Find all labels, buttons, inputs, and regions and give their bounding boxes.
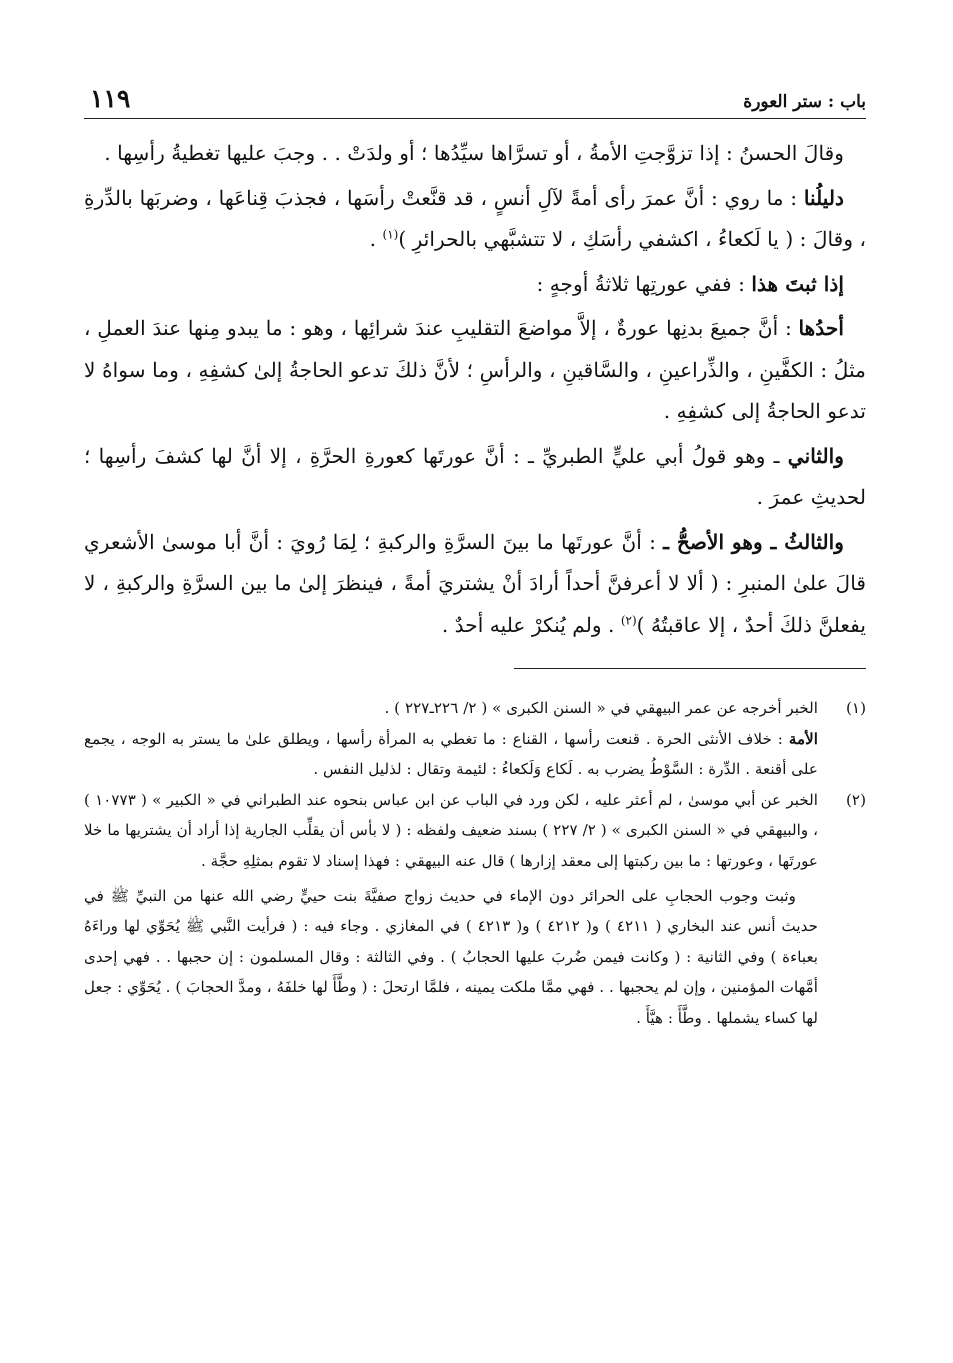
footnote-1-mark: (١) <box>845 699 866 717</box>
book-page <box>84 80 866 1340</box>
paragraph-4-lead: أحدُها <box>798 316 844 340</box>
paragraph-6-end: . ولم يُنكرْ عليه أحدٌ . <box>441 612 621 637</box>
footnote-1-glossary-lead: الأمة <box>788 729 818 748</box>
paragraph-2-text: : ما روي : أنَّ عمرَ رأى أمةً لآلِ أنسٍ ، قد قنَّعتْ رأسَها ، فجذبَ قِناعَها ، وضربَها بالدِّرةِ ، وقالَ : ( يا لَكعاءُ ، اكشفي رأسَكِ ، لا تتشبَّهي بالحرائرِ ) <box>84 185 866 251</box>
footnote-1-source: الخبر أخرجه عن عمر البيهقي في « السنن الكبرى » ( ٢/ ٢٢٦ـ٢٢٧ ) . <box>384 699 818 717</box>
main-text <box>84 133 866 646</box>
paragraph-1 <box>84 133 866 175</box>
paragraph-5-text: ـ وهو قولُ أبي عليٍّ الطبريِّ ـ : أنَّ عورتَها كعورةِ الحرَّةِ ، إلا أنَّ لها كشفَ رأسِها ؛ لحديثِ عمرَ . <box>84 443 866 509</box>
paragraph-6-text: : أنَّ عورتَها ما بينَ السرَّةِ والركبةِ ؛ لِمَا رُويَ : أنَّ أبا موسىٰ الأشعري قالَ علىٰ المنبرِ : ( ألا لا أعرفنَّ أحداً أرادَ أنْ يشتريَ أمةً ، فينظرَ إلىٰ ما بين السرَّةِ والركبةِ ، لا يفعلنَّ ذلكَ أحدٌ ، إلا عاقبتُهُ ) <box>84 529 866 637</box>
paragraph-2 <box>84 178 866 261</box>
paragraph-6 <box>84 522 866 647</box>
paragraph-1-text: وقالَ الحسنُ : إذا تزوَّجتِ الأمةُ ، أو تسرَّاها سيِّدُها ؛ أو ولدَتْ . . وجبَ عليها تغطيةُ رأسِها . <box>104 141 844 165</box>
running-title: باب : ستر العورة <box>743 92 866 112</box>
paragraph-5-lead: والثاني <box>787 443 844 468</box>
footnote-1-body <box>84 693 818 785</box>
page-header <box>84 80 866 119</box>
paragraph-5 <box>84 436 866 519</box>
footnote-separator <box>514 668 866 669</box>
footnotes <box>84 693 866 1034</box>
paragraph-3-lead: إذا ثبتَ هذا <box>751 271 844 296</box>
footnote-1-glossary <box>84 724 818 785</box>
footnote-ref-2[interactable]: (٢) <box>620 612 637 627</box>
footnote-2 <box>84 785 866 1034</box>
paragraph-6-lead: والثالثُ ـ وهو الأصحُّ ـ <box>663 529 844 554</box>
page-number: ١١٩ <box>90 84 131 113</box>
paragraph-3 <box>84 264 866 306</box>
footnote-2-mark: (٢) <box>845 790 866 809</box>
paragraph-4-text: : أنَّ جميعَ بدنِها عورةٌ ، إلاَّ مواضعَ التقليبِ عندَ شرائِها ، وهو : ما يبدو مِنها عندَ العملِ ، مثلُ : الكفَّينِ ، والذِّراعينِ ، والسَّاقينِ ، والرأسِ ؛ لأنَّ ذلكَ تدعو الحاجةُ إلىٰ كشفِهِ ، وما سواهُ لا تدعو الحاجةُ إلى كشفِهِ . <box>84 316 866 423</box>
footnote-1 <box>84 693 866 785</box>
paragraph-2-lead: دليلُنا <box>803 185 844 210</box>
paragraph-3-text: : ففي عورتِها ثلاثةُ أوجهٍ : <box>536 271 752 296</box>
paragraph-4 <box>84 308 866 433</box>
footnote-2-body <box>84 785 818 1034</box>
footnote-ref-1[interactable]: (١) <box>382 227 399 242</box>
paragraph-2-end: . <box>369 227 383 251</box>
footnote-2-continuation: وثبت وجوب الحجابِ على الحرائر دون الإماء في حديث زواج صفيَّةَ بنت حييٍّ رضي الله عنها من النبيِّ ﷺ في حديث أنس عند البخاري ( ٤٢١١ ) و( ٤٢١٢ ) و( ٤٢١٣ ) في المغازي . وجاء فيه : ( فرأيت النَّبي ﷺ يُحَوِّي لها وراءَهُ بعباءة ) وفي الثانية : ( وكانت فيمن ضُربَ عليها الحجابُ ) . وفي الثالثة : وقال المسلمون : إن حجبها . . فهي إحدى أمَّهات المؤمنين ، وإن لم يحجبها . . فهي ممَّا ملكت يمينه ، فلمَّا ارتحلَ : ( وطَّأَ لها خلفَهُ ، ومدَّ الحجابَ ) . يُحَوِّي : جعل لها كساء يشملها . وطَّأَ : هيَّأَ . <box>84 886 819 1027</box>
footnote-1-glossary-text: : خلاف الأنثى الحرة . قنعت رأسها ، القناع : ما تغطي به المرأة رأسها ، ويطلق علىٰ ما يستر به الوجه ، يجمع على أقنعة . الدِّرة : السَّوْطُ يضرب به . لَكاع وَلَكعاءُ : لئيمة وتقال : لذليل النفس . <box>84 729 818 779</box>
footnote-2-source: الخبر عن أبي موسىٰ ، لم أعثر عليه ، لكن ورد في الباب عن ابن عباس بنحوه عند الطبراني في « الكبير » ( ١٠٧٧٣ ) ، والبيهقي في « السنن الكبرى » ( ٢/ ٢٢٧ ) بسند ضعيف ولفظه : ( لا بأس أن يقلِّب الجارية إذا أراد أن يشتريها ما خلا عورتَها ، وعورتها : ما بين ركبتها إلى معقد إزارها ) قال عنه البيهقي : فهذا إسناد لا تقوم بمثلِهِ حجَّة . <box>84 790 818 870</box>
